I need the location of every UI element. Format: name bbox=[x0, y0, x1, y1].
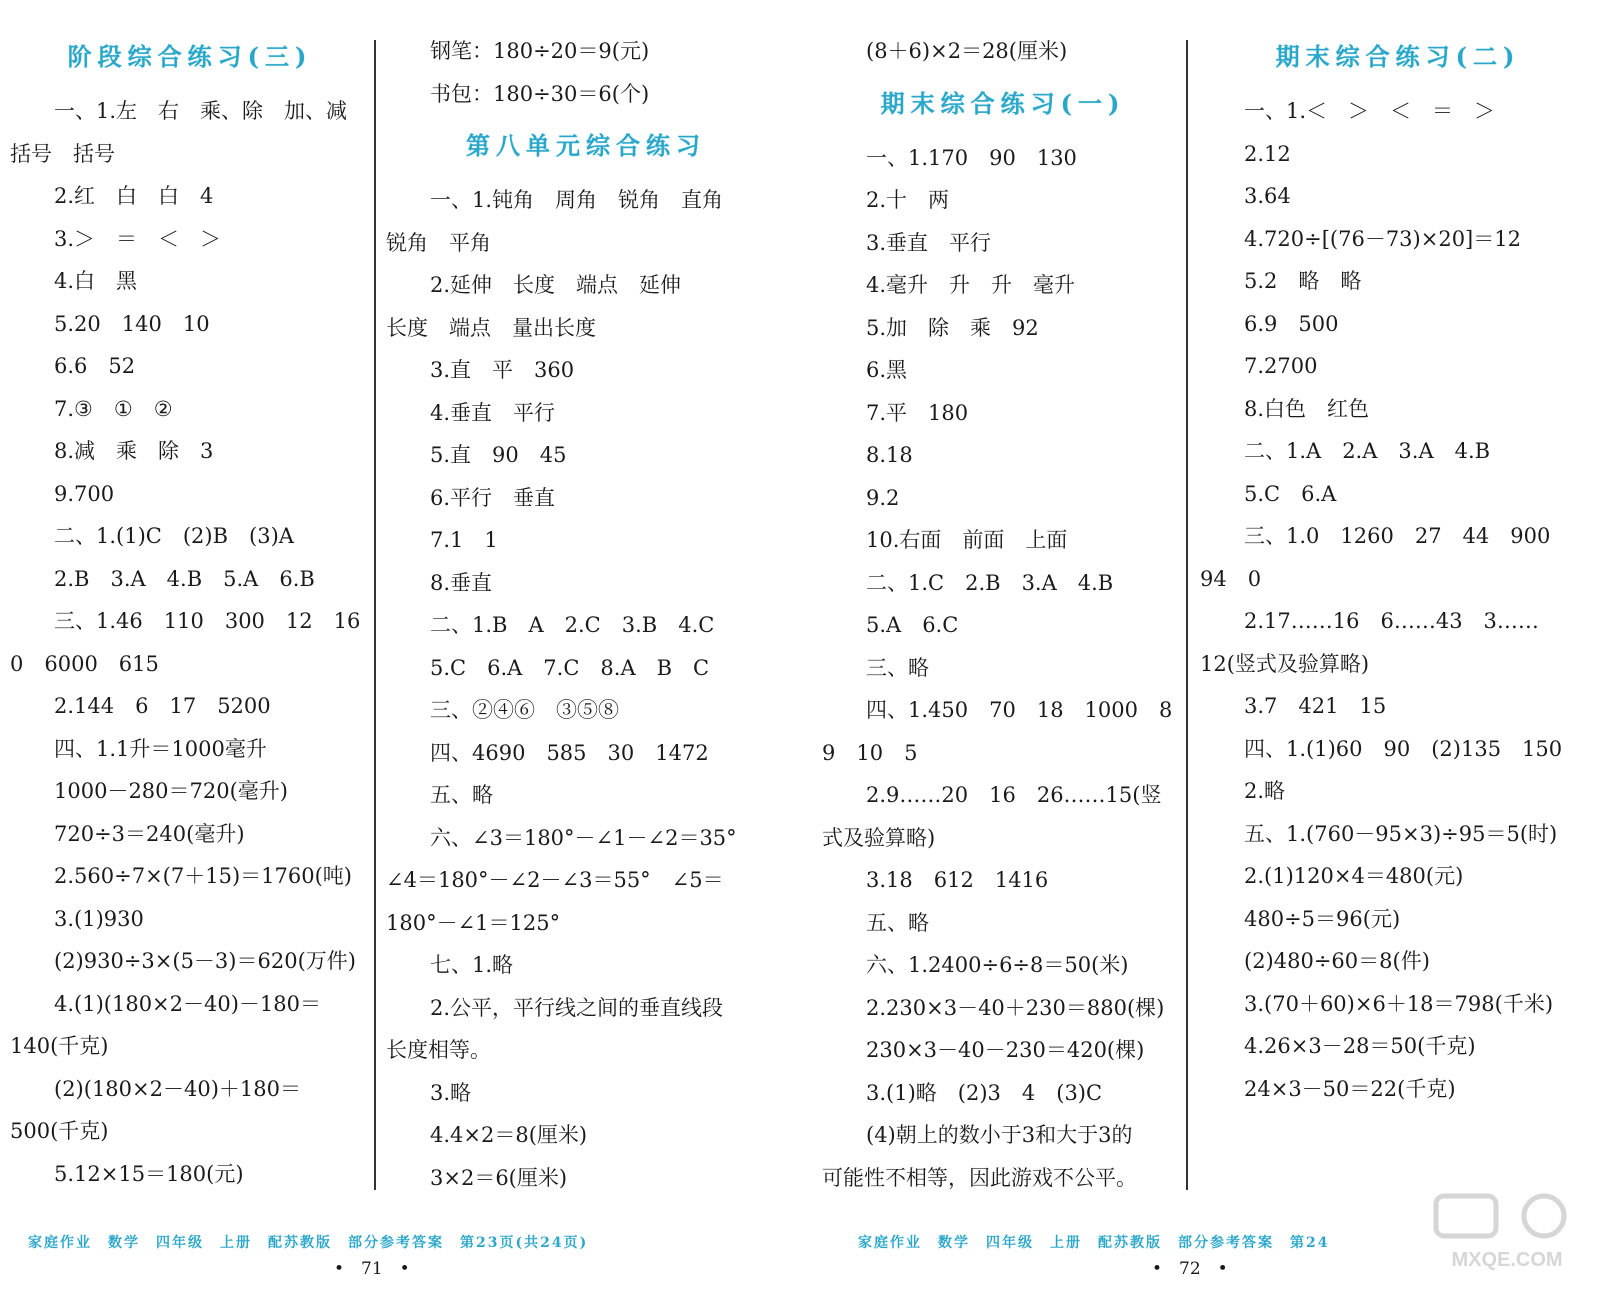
answer-line: 锐角 平角 bbox=[386, 230, 491, 255]
answer-line: ∠4＝180°－∠2－∠3＝55° ∠5＝ bbox=[386, 868, 724, 892]
answer-line: 括号 括号 bbox=[10, 141, 115, 166]
answer-line: 7.1 1 bbox=[430, 528, 498, 552]
answer-line: 2.公平，平行线之间的垂直线段 bbox=[430, 995, 724, 1020]
answer-line: 式及验算略) bbox=[822, 825, 936, 850]
answer-line: 二、1.B A 2.C 3.B 4.C bbox=[430, 613, 715, 637]
answer-line: 2.红 白 白 4 bbox=[54, 184, 214, 208]
answer-line: 230×3－40－230＝420(棵) bbox=[866, 1038, 1145, 1062]
answer-line: 4.(1)(180×2－40)－180＝ bbox=[54, 991, 322, 1016]
answer-line: 五、1.(760－95×3)÷95＝5(时) bbox=[1244, 821, 1558, 846]
answer-line: 8.垂直 bbox=[430, 570, 493, 595]
column-divider bbox=[1186, 40, 1188, 1190]
answer-line: 3.略 bbox=[430, 1080, 472, 1105]
answer-line: 长度 端点 量出长度 bbox=[386, 315, 596, 340]
answer-line: 二、1.(1)C (2)B (3)A bbox=[54, 524, 294, 548]
answer-line: 2.560÷7×(7＋15)＝1760(吨) bbox=[54, 864, 352, 888]
column-divider bbox=[374, 40, 376, 1190]
answer-line: 2.17……16 6……43 3…… bbox=[1244, 609, 1539, 633]
answer-line: 10.右面 前面 上面 bbox=[866, 528, 1068, 552]
answer-line: 24×3－50＝22(千克) bbox=[1244, 1076, 1456, 1101]
answer-line: 5.A 6.C bbox=[866, 613, 959, 637]
answer-line: 3.垂直 平行 bbox=[866, 230, 992, 255]
left-page bbox=[0, 0, 790, 1298]
answer-line: 书包：180÷30＝6(个) bbox=[430, 81, 650, 106]
answer-line: 2.9……20 16 26……15(竖 bbox=[866, 783, 1162, 807]
answer-line: 四、1.450 70 18 1000 8 bbox=[866, 698, 1173, 722]
answer-line: 四、1.1升＝1000毫升 bbox=[54, 736, 267, 761]
page-number: • 71 • bbox=[334, 1259, 410, 1279]
answer-line: 三、②④⑥ ③⑤⑧ bbox=[430, 698, 619, 722]
answer-line: 2.B 3.A 4.B 5.A 6.B bbox=[54, 566, 315, 591]
answer-line: 7.平 180 bbox=[866, 400, 969, 425]
answer-line: 180°－∠1＝125° bbox=[386, 910, 561, 935]
answer-line: 二、1.C 2.B 3.A 4.B bbox=[866, 570, 1114, 595]
right-page bbox=[822, 0, 1600, 1298]
answer-line: 2.(1)120×4＝480(元) bbox=[1244, 864, 1464, 888]
answer-line: 5.直 90 45 bbox=[430, 443, 567, 467]
answer-line: 4.毫升 升 升 毫升 bbox=[866, 273, 1076, 297]
answer-line: 一、1.钝角 周角 锐角 直角 bbox=[430, 188, 724, 212]
answer-line: 4.白 黑 bbox=[54, 269, 138, 293]
answer-line: 2.略 bbox=[1244, 779, 1286, 803]
answer-line: 500(千克) bbox=[10, 1119, 109, 1143]
answer-line: (8＋6)×2＝28(厘米) bbox=[866, 39, 1068, 63]
watermark-shape bbox=[1436, 1196, 1496, 1236]
answer-line: 8.白色 红色 bbox=[1244, 396, 1370, 421]
answer-line: 720÷3＝240(毫升) bbox=[54, 821, 245, 846]
answer-line: 可能性不相等，因此游戏不公平。 bbox=[822, 1165, 1137, 1190]
answer-line: 3.18 612 1416 bbox=[866, 868, 1049, 892]
answer-line: 一、1.＜ ＞ ＜ ＝ ＞ bbox=[1244, 99, 1496, 123]
answer-line: 9 10 5 bbox=[822, 740, 918, 765]
answer-line: 1000－280＝720(毫升) bbox=[54, 779, 288, 803]
right-column-2 bbox=[1200, 30, 1596, 1110]
answer-line: 4.4×2＝8(厘米) bbox=[430, 1123, 588, 1147]
answer-line: 一、1.170 90 130 bbox=[866, 145, 1077, 170]
answer-line: 5.加 除 乘 92 bbox=[866, 315, 1039, 340]
answer-line: 3.(1)略 (2)3 4 (3)C bbox=[866, 1080, 1103, 1105]
answer-line: 4.垂直 平行 bbox=[430, 400, 556, 425]
page-footer: 家庭作业 数学 四年级 上册 配苏教版 部分参考答案 第24 bbox=[858, 1235, 1330, 1251]
answer-line: 2.144 6 17 5200 bbox=[54, 694, 271, 718]
answer-line: 9.700 bbox=[54, 481, 115, 506]
answer-line: 3.＞ ＝ ＜ ＞ bbox=[54, 226, 222, 251]
answer-line: 5.20 140 10 bbox=[54, 311, 210, 336]
answer-line: 7.2700 bbox=[1244, 354, 1318, 378]
section-heading: 期末综合练习(二) bbox=[1275, 42, 1521, 71]
answer-line: 六、∠3＝180°－∠1－∠2＝35° bbox=[430, 825, 737, 850]
answer-line: (4)朝上的数小于3和大于3的 bbox=[866, 1123, 1133, 1147]
section-heading: 阶段综合练习(三) bbox=[67, 42, 313, 71]
answer-line: 0 6000 615 bbox=[10, 651, 159, 676]
answer-line: (2)480÷60＝8(件) bbox=[1244, 949, 1430, 973]
answer-line: 94 0 bbox=[1200, 566, 1262, 591]
section-heading: 期末综合练习(一) bbox=[880, 88, 1126, 118]
answer-line: 5.12×15＝180(元) bbox=[54, 1161, 244, 1186]
answer-line: 3×2＝6(厘米) bbox=[430, 1165, 568, 1190]
left-column-2 bbox=[386, 30, 786, 1199]
answer-line: 五、略 bbox=[430, 783, 493, 807]
answer-line: 六、1.2400÷6÷8＝50(米) bbox=[866, 953, 1129, 977]
answer-line: 三、1.0 1260 27 44 900 bbox=[1244, 524, 1551, 548]
answer-line: 2.十 两 bbox=[866, 188, 950, 212]
answer-line: 3.64 bbox=[1244, 184, 1291, 208]
watermark-text: MXQE.COM bbox=[1451, 1249, 1563, 1271]
answer-line: 12(竖式及验算略) bbox=[1200, 651, 1370, 676]
answer-line: 二、1.A 2.A 3.A 4.B bbox=[1244, 439, 1491, 463]
answer-line: 2.230×3－40＋230＝880(棵) bbox=[866, 995, 1165, 1020]
right-column-1 bbox=[822, 30, 1184, 1199]
answer-line: 钢笔：180÷20＝9(元) bbox=[430, 39, 650, 63]
answer-line: 8.减 乘 除 3 bbox=[54, 439, 214, 463]
answer-line: 6.黑 bbox=[866, 358, 908, 382]
answer-line: 4.720÷[(76－73)×20]＝12 bbox=[1244, 226, 1521, 251]
answer-line: 140(千克) bbox=[10, 1034, 109, 1058]
answer-line: 4.26×3－28＝50(千克) bbox=[1244, 1034, 1476, 1058]
answer-line: 3.直 平 360 bbox=[430, 358, 575, 382]
answer-line: 长度相等。 bbox=[386, 1038, 491, 1062]
page-footer: 家庭作业 数学 四年级 上册 配苏教版 部分参考答案 第23页(共24页) bbox=[28, 1235, 589, 1251]
answer-line: 2.12 bbox=[1244, 141, 1291, 166]
left-column-1 bbox=[10, 30, 370, 1195]
answer-line: 5.2 略 略 bbox=[1244, 269, 1362, 293]
answer-line: 6.平行 垂直 bbox=[430, 485, 556, 510]
answer-line: 2.延伸 长度 端点 延伸 bbox=[430, 273, 682, 297]
answer-line: 5.C 6.A 7.C 8.A B C bbox=[430, 655, 710, 680]
answer-line: 四、4690 585 30 1472 bbox=[430, 740, 709, 765]
answer-line: 五、略 bbox=[866, 910, 929, 935]
answer-line: 七、1.略 bbox=[430, 953, 514, 977]
answer-line: 3.(70＋60)×6＋18＝798(千米) bbox=[1244, 991, 1554, 1016]
page-number: • 72 • bbox=[1152, 1259, 1228, 1279]
section-heading: 第八单元综合练习 bbox=[466, 131, 706, 160]
answer-line: 三、1.46 110 300 12 16 bbox=[54, 609, 361, 633]
answer-line: 9.2 bbox=[866, 485, 900, 510]
answer-line: (2)(180×2－40)＋180＝ bbox=[54, 1076, 301, 1101]
answer-line: 480÷5＝96(元) bbox=[1244, 906, 1401, 931]
answer-line: 6.6 52 bbox=[54, 354, 136, 378]
watermark-shape bbox=[1524, 1196, 1564, 1236]
answer-line: 三、略 bbox=[866, 655, 929, 680]
answer-line: (2)930÷3×(5－3)＝620(万件) bbox=[54, 949, 356, 973]
answer-line: 7.③ ① ② bbox=[54, 396, 173, 421]
answer-line: 5.C 6.A bbox=[1244, 481, 1337, 506]
answer-line: 四、1.(1)60 90 (2)135 150 bbox=[1244, 736, 1563, 761]
answer-line: 一、1.左 右 乘、除 加、减 bbox=[54, 99, 348, 123]
answer-line: 6.9 500 bbox=[1244, 311, 1339, 336]
answer-line: 8.18 bbox=[866, 443, 913, 467]
watermark-logo bbox=[1432, 1192, 1582, 1274]
answer-line: 3.(1)930 bbox=[54, 906, 144, 931]
answer-line: 3.7 421 15 bbox=[1244, 694, 1387, 718]
